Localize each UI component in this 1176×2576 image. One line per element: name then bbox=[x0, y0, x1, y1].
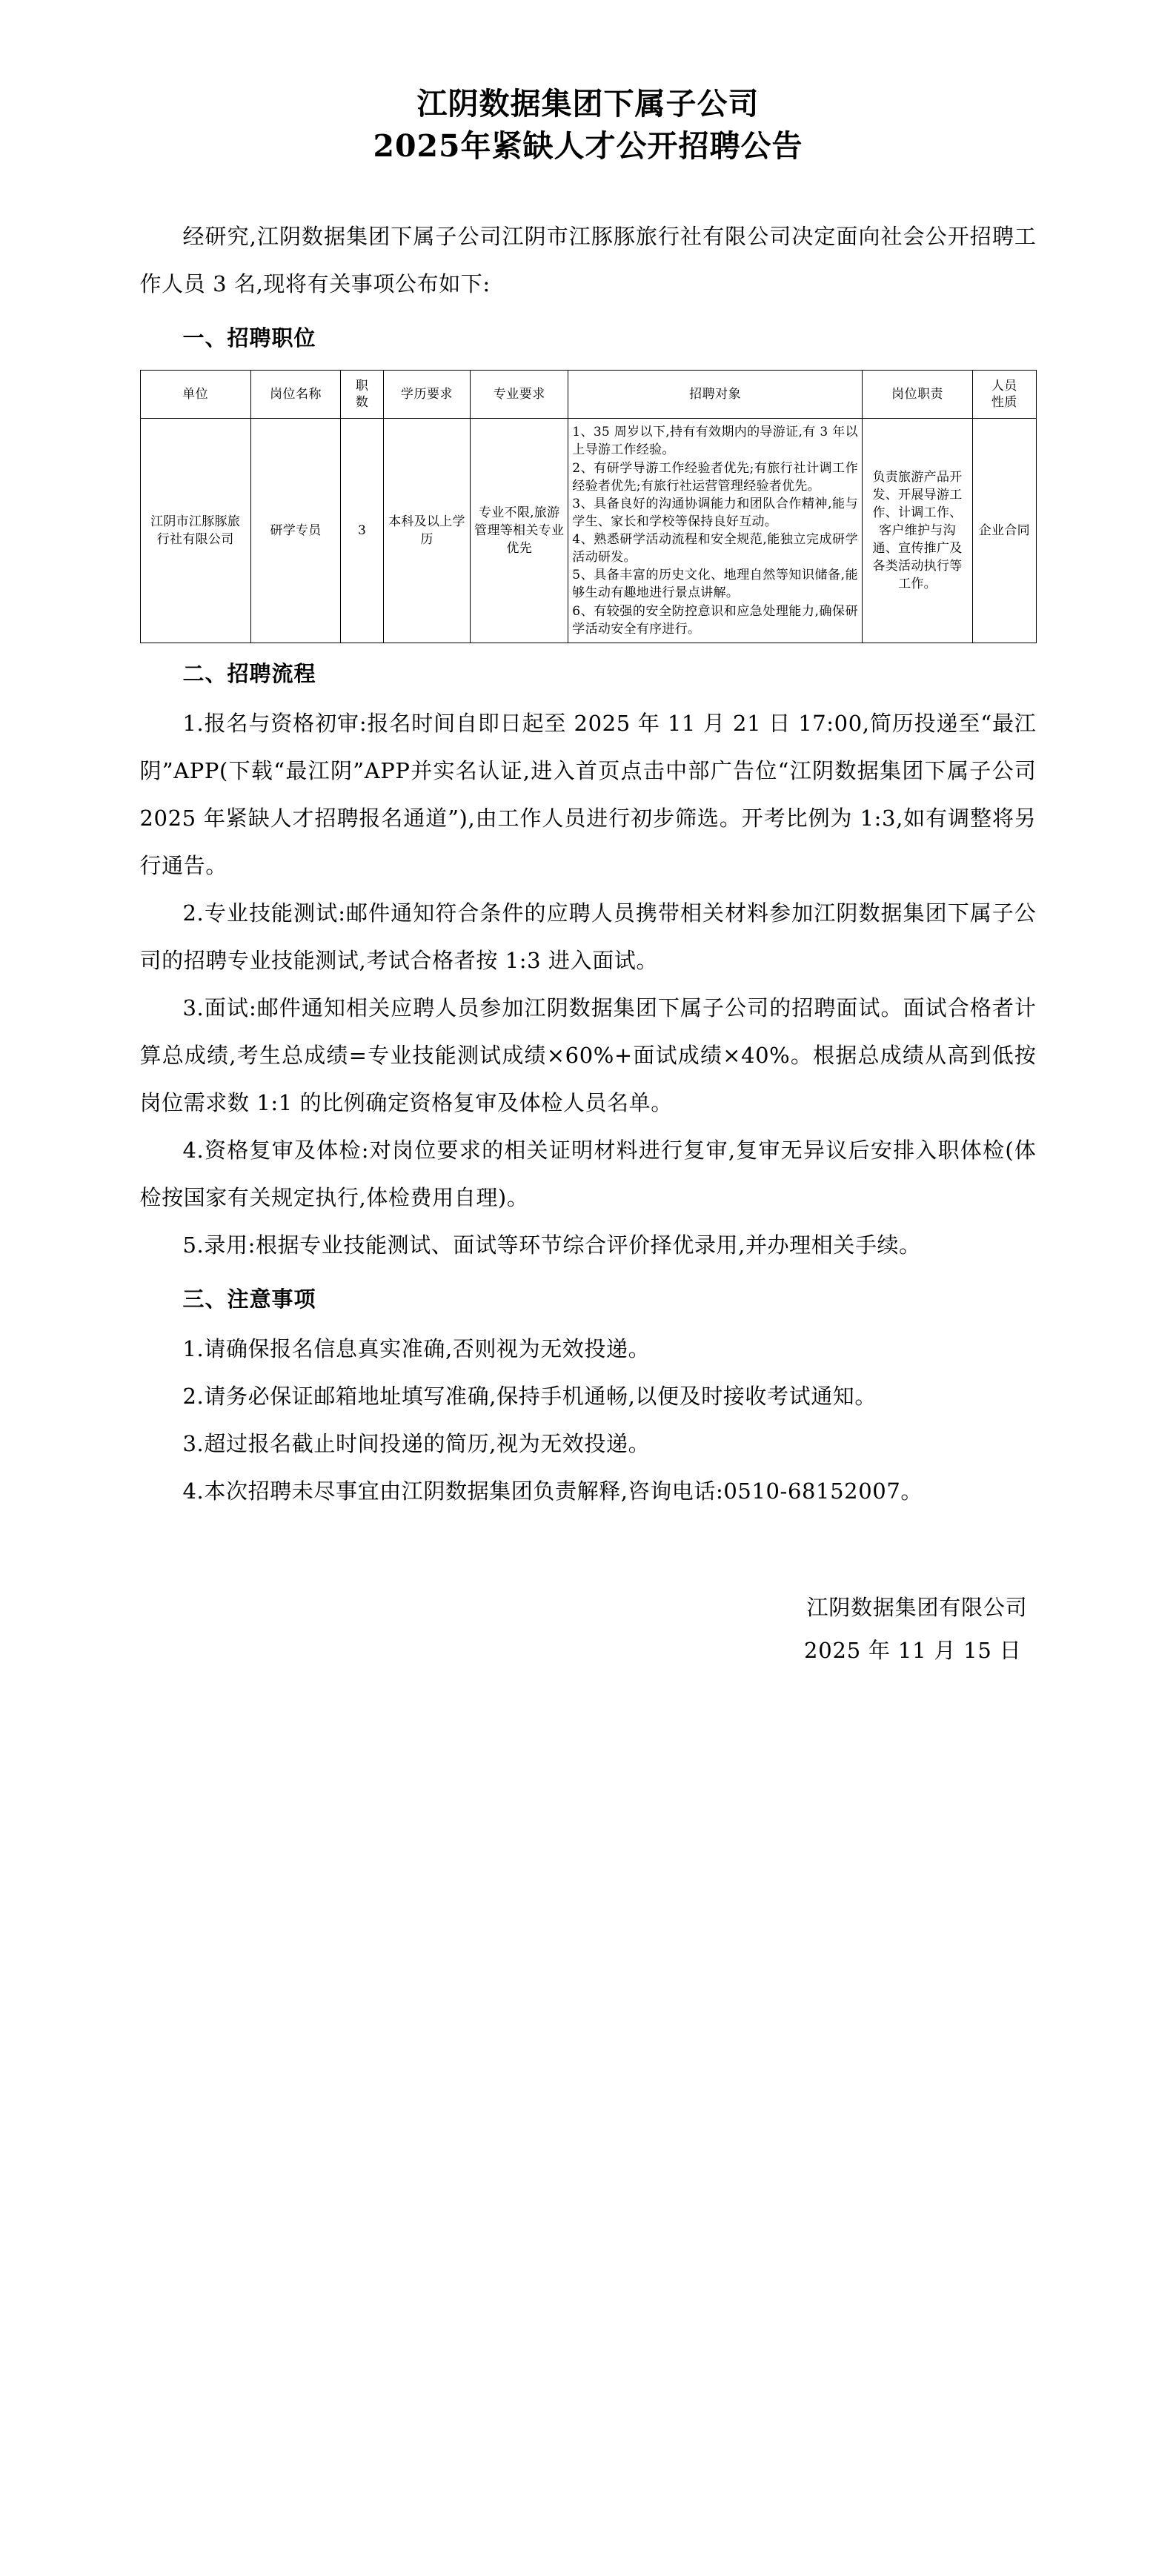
bottom-spacer bbox=[140, 1672, 1037, 1739]
target-requirement: 5、具备丰富的历史文化、地理自然等知识储备,能够生动有趣地进行景点讲解。 bbox=[572, 568, 858, 601]
process-item: 2.专业技能测试:邮件通知符合条件的应聘人员携带相关材料参加江阴数据集团下属子公司的招聘专业技能测试,考试合格者按 1:3 进入面试。 bbox=[139, 900, 1037, 973]
cell-major: 专业不限,旅游管理等相关专业优先 bbox=[471, 419, 568, 643]
job-table-body bbox=[140, 419, 1036, 643]
document-content bbox=[140, 0, 1037, 1739]
job-table bbox=[140, 370, 1037, 643]
header-count-line-2: 数 bbox=[355, 395, 369, 411]
header-education: 学历要求 bbox=[383, 371, 470, 419]
cell-duty: 负责旅游产品开发、开展导游工作、计调工作、客户维护与沟通、宣传推广及各类活动执行等工作。 bbox=[862, 419, 972, 643]
process-item: 5.录用:根据专业技能测试、面试等环节综合评价择优录用,并办理相关手续。 bbox=[182, 1232, 921, 1258]
header-target: 招聘对象 bbox=[568, 371, 863, 419]
process-item: 4.资格复审及体检:对岗位要求的相关证明材料进行复审,复审无异议后安排入职体检(体检按国家有关规定执行,体检费用自理)。 bbox=[139, 1137, 1037, 1210]
header-nature bbox=[973, 371, 1036, 419]
signature-date: 2025 年 11 月 15 日 bbox=[804, 1637, 1022, 1663]
process-item: 3.面试:邮件通知相关应聘人员参加江阴数据集团下属子公司的招聘面试。面试合格者计算总成绩,考生总成绩=专业技能测试成绩×60%+面试成绩×40%。根据总成绩从高到低按岗位需求数 1:1 的比例确定资格复审及体检人员名单。 bbox=[139, 995, 1037, 1115]
cell-count: 3 bbox=[341, 419, 384, 643]
note-item: 1.请确保报名信息真实准确,否则视为无效投递。 bbox=[182, 1335, 651, 1361]
job-table-head bbox=[140, 371, 1036, 419]
header-unit: 单位 bbox=[140, 371, 250, 419]
intro-paragraph: 经研究,江阴数据集团下属子公司江阴市江豚豚旅行社有限公司决定面向社会公开招聘工作人员 3 名,现将有关事项公布如下: bbox=[139, 224, 1037, 297]
process-item: 1.报名与资格初审:报名时间自即日起至 2025 年 11 月 21 日 17:00,简历投递至“最江阴”APP(下载“最江阴”APP并实名认证,进入首页点击中部广告位“江阴数据集团下属子公司2025 年紧缺人才招聘报名通道”),由工作人员进行初步筛选。开考比例为 1:3,如有调整将另行通告。 bbox=[139, 710, 1037, 878]
cell-education: 本科及以上学历 bbox=[383, 419, 470, 643]
target-requirement: 3、具备良好的沟通协调能力和团队合作精神,能与学生、家长和学校等保持良好互动。 bbox=[572, 496, 858, 529]
header-count bbox=[341, 371, 384, 419]
section-heading-process: 二、招聘流程 bbox=[182, 660, 316, 686]
table-header-row bbox=[140, 371, 1036, 419]
signature-company: 江阴数据集团有限公司 bbox=[806, 1594, 1028, 1620]
section-heading-notes: 三、注意事项 bbox=[182, 1286, 316, 1312]
cell-nature: 企业合同 bbox=[973, 419, 1036, 643]
section-heading-positions: 一、招聘职位 bbox=[182, 325, 316, 351]
header-major: 专业要求 bbox=[471, 371, 568, 419]
page-title bbox=[140, 83, 1037, 167]
title-line-2: 2025年紧缺人才公开招聘公告 bbox=[373, 127, 803, 164]
target-requirement: 2、有研学导游工作经验者优先;有旅行社计调工作经验者优先;有旅行社运营管理经验者优先。 bbox=[572, 460, 858, 494]
cell-post-name: 研学专员 bbox=[250, 419, 341, 643]
header-duty: 岗位职责 bbox=[862, 371, 972, 419]
header-nature-line-2: 性质 bbox=[991, 395, 1017, 411]
header-post-name: 岗位名称 bbox=[250, 371, 341, 419]
target-requirement: 6、有较强的安全防控意识和应急处理能力,确保研学活动安全有序进行。 bbox=[572, 603, 858, 637]
cell-target bbox=[568, 419, 863, 643]
note-item: 4.本次招聘未尽事宜由江阴数据集团负责解释,咨询电话:0510-68152007。 bbox=[182, 1478, 923, 1504]
title-line-1: 江阴数据集团下属子公司 bbox=[416, 86, 760, 122]
job-table-wrapper bbox=[140, 370, 1037, 643]
signature-block bbox=[140, 1586, 1037, 1672]
note-item: 2.请务必保证邮箱地址填写准确,保持手机通畅,以便及时接收考试通知。 bbox=[182, 1383, 877, 1409]
note-item: 3.超过报名截止时间投递的简历,视为无效投递。 bbox=[182, 1430, 651, 1456]
cell-unit: 江阴市江豚豚旅行社有限公司 bbox=[140, 419, 250, 643]
target-requirement: 4、熟悉研学活动流程和安全规范,能独立完成研学活动研发。 bbox=[572, 532, 858, 565]
table-row bbox=[140, 419, 1036, 643]
header-nature-line-1: 人员 bbox=[991, 379, 1017, 394]
header-count-line-1: 职 bbox=[355, 379, 369, 394]
target-requirement: 1、35 周岁以下,持有有效期内的导游证,有 3 年以上导游工作经验。 bbox=[572, 425, 858, 458]
